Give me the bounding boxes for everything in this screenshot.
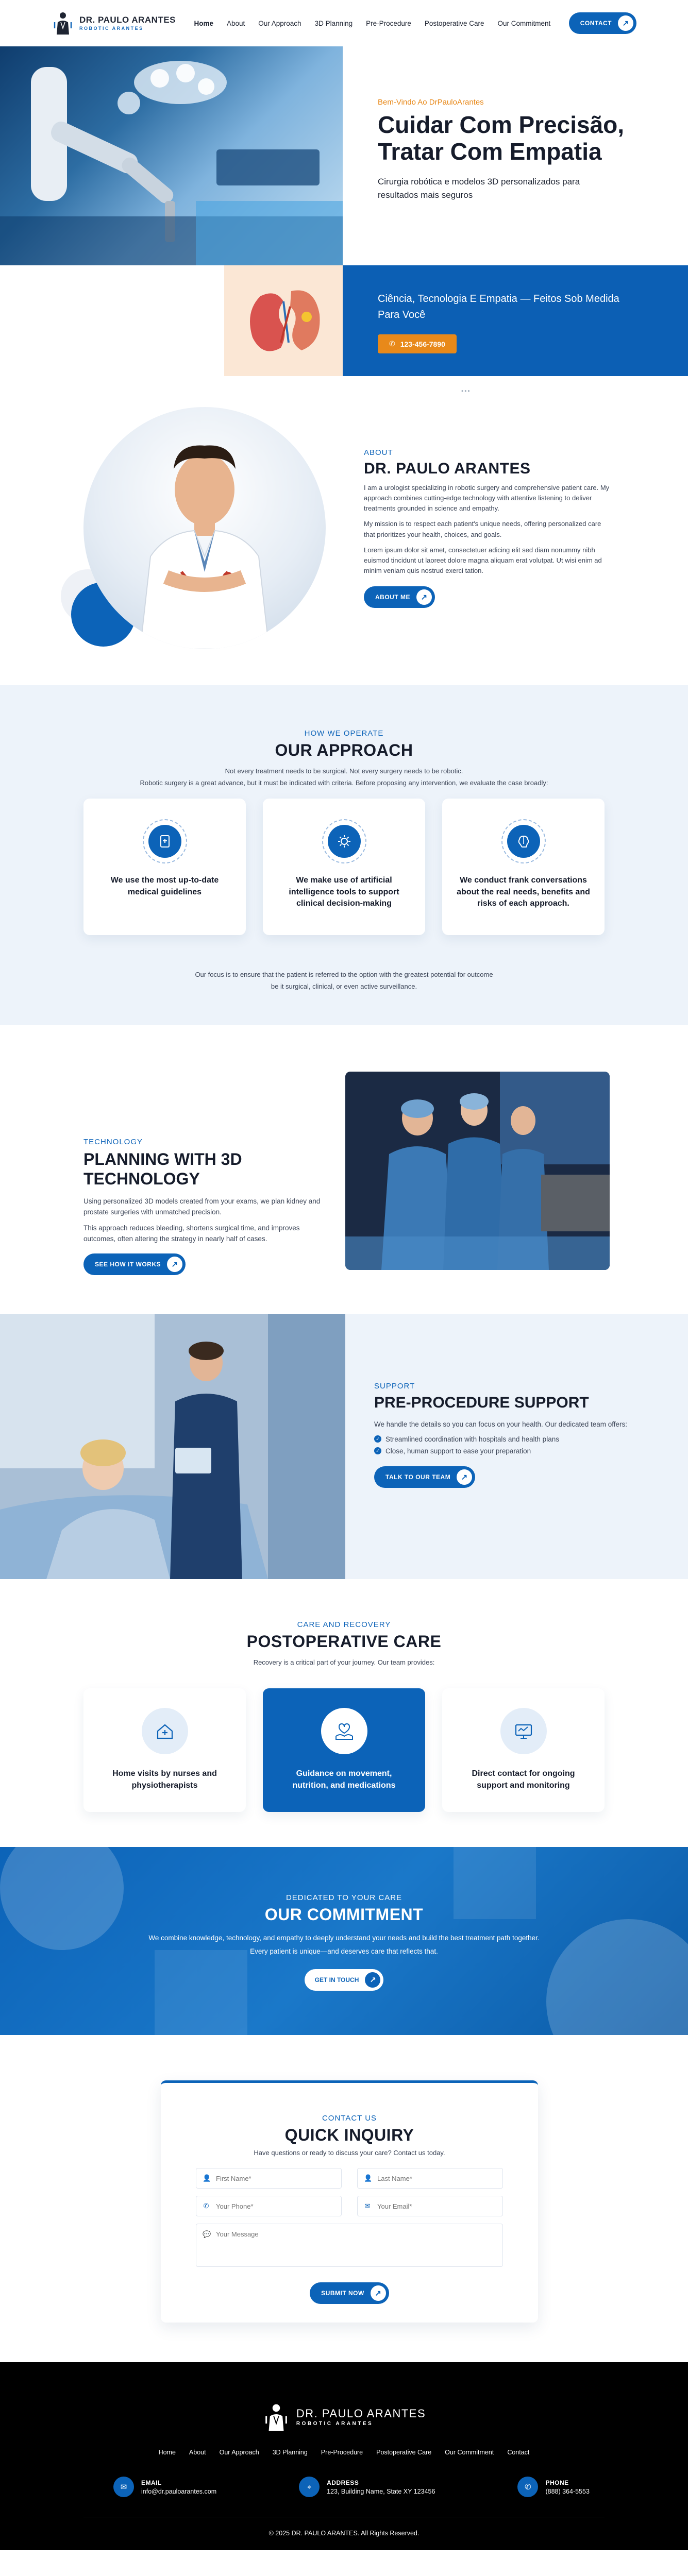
mail-icon: ✉ (113, 2477, 134, 2497)
phone-icon: ✆ (517, 2477, 538, 2497)
contact-button[interactable] (569, 12, 636, 34)
get-in-touch-button[interactable] (305, 1969, 384, 1991)
commit-paragraph-1: We combine knowledge, technology, and empathy to deeply understand your needs and build the best treatment path together. (148, 1934, 540, 1942)
phone-input[interactable] (216, 2202, 335, 2210)
preproc-eyebrow: SUPPORT (374, 1382, 415, 1391)
doctor-portrait (83, 407, 326, 649)
nurse-patient-image (0, 1314, 345, 1579)
surgeons-illustration (345, 1072, 610, 1270)
approach-title: OUR APPROACH (275, 741, 413, 759)
commit-title: OUR COMMITMENT (264, 1905, 424, 1924)
inquiry-title: QUICK INQUIRY (284, 2126, 414, 2144)
icon-circle (142, 1708, 188, 1754)
approach-cards (83, 799, 605, 935)
arrow-icon: ↗ (618, 15, 633, 31)
arrow-icon: ↗ (371, 2285, 386, 2301)
approach-footnote (0, 969, 688, 993)
talk-to-team-button[interactable] (374, 1466, 475, 1488)
about-eyebrow: ABOUT (364, 448, 393, 457)
phone-button[interactable] (378, 334, 457, 353)
check-icon: ✓ (374, 1447, 381, 1454)
medical-guidelines-icon (157, 834, 173, 849)
icon-circle (321, 1708, 367, 1754)
postop-card-text: Guidance on movement, nutrition, and medications (292, 1769, 396, 1790)
footer-phone[interactable] (517, 2477, 589, 2497)
planning-paragraph-2: This approach reduces bleeding, shortens surgical time, and improves outcomes, often altering the strategy in nearly half of cases. (83, 1224, 300, 1243)
footer-logo-name: DR. PAULO ARANTES (296, 2407, 426, 2420)
mail-icon: ✉ (364, 2202, 371, 2210)
icon-circle (500, 1708, 547, 1754)
inquiry-form (161, 2080, 538, 2323)
brain-conversation-icon (516, 834, 531, 849)
last-name-field (357, 2168, 503, 2189)
about-me-button[interactable] (364, 586, 435, 608)
approach-foot-2: be it surgical, clinical, or even active surveillance. (271, 982, 417, 991)
approach-sub-2: Robotic surgery is a great advance, but it must be indicated with criteria. Before proposing any intervention, we evaluate the case broadly: (140, 779, 548, 787)
commit-eyebrow: DEDICATED TO YOUR CARE (286, 1893, 402, 1902)
planning-text (83, 1138, 331, 1275)
footer-logo-sub: ROBOTIC ARANTES (296, 2421, 374, 2427)
copyright: © 2025 DR. PAULO ARANTES. All Rights Reserved. (269, 2530, 419, 2537)
footer-address (299, 2477, 435, 2497)
operating-room-illustration (0, 46, 343, 265)
site-footer (0, 2362, 688, 2550)
arrow-icon: ↗ (457, 1469, 472, 1485)
hero-title: Cuidar Com Precisão, Tratar Com Empatia (378, 111, 625, 165)
footer-nav-home[interactable]: Home (158, 2449, 176, 2456)
phone-field (196, 2196, 342, 2216)
footer-nav-our-commitment[interactable]: Our Commitment (445, 2449, 494, 2456)
email-value: info@dr.pauloarantes.com (141, 2487, 217, 2495)
logo[interactable] (52, 11, 176, 36)
contact-button-label: CONTACT (580, 20, 612, 27)
postop-title: POSTOPERATIVE CARE (246, 1632, 442, 1651)
last-name-input[interactable] (377, 2175, 496, 2182)
inquiry-sub: Have questions or ready to discuss your care? Contact us today. (254, 2149, 445, 2157)
approach-card (442, 799, 605, 935)
approach-card (263, 799, 425, 935)
footer-nav-3d-planning[interactable]: 3D Planning (272, 2449, 308, 2456)
message-input[interactable] (216, 2230, 496, 2261)
commit-paragraph-2: Every patient is unique—and deserves care that reflects that. (250, 1947, 438, 1955)
care-hands-icon (334, 1721, 355, 1741)
address-label: ADDRESS (327, 2479, 359, 2486)
postop-eyebrow: CARE AND RECOVERY (297, 1620, 391, 1629)
submit-label: SUBMIT NOW (321, 2290, 364, 2297)
nav-our-approach[interactable]: Our Approach (258, 19, 301, 27)
logo-name: DR. PAULO ARANTES (79, 15, 176, 25)
logo-sub: ROBOTIC ARANTES (79, 26, 144, 31)
hero-eyebrow: Bem-Vindo Ao DrPauloArantes (378, 98, 484, 107)
approach-card-text: We conduct frank conversations about the real needs, benefits and risks of each approach. (457, 876, 590, 908)
see-how-label: SEE HOW IT WORKS (95, 1261, 161, 1268)
about-paragraph-2: My mission is to respect each patient's unique needs, offering personalized care that prioritizes your health, choices, and goals. (364, 520, 601, 538)
footer-nav-contact[interactable]: Contact (507, 2449, 530, 2456)
about-paragraph-1: I am a urologist specializing in robotic surgery and comprehensive patient care. My approach combines cutting-edge technology with attentive listening to deliver treatments grounded in science and empathy. (364, 484, 610, 513)
carousel-dots[interactable]: ••• (461, 387, 471, 395)
address-value: 123, Building Name, State XY 123456 (327, 2487, 435, 2495)
footer-nav (0, 2449, 688, 2456)
icon-ring (143, 819, 187, 863)
approach-foot-1: Our focus is to ensure that the patient is referred to the option with the greatest potential for outcome (195, 971, 493, 978)
about-section (0, 376, 688, 685)
nav-pre-procedure[interactable]: Pre-Procedure (366, 19, 411, 27)
inquiry-eyebrow: CONTACT US (322, 2114, 377, 2123)
hero-text-panel (343, 46, 688, 265)
user-icon: 👤 (364, 2174, 373, 2182)
email-label: EMAIL (141, 2479, 162, 2486)
planning-section (0, 1025, 688, 1314)
postop-card (442, 1688, 605, 1812)
approach-card-text: We make use of artificial intelligence tools to support clinical decision-making (289, 876, 399, 908)
list-item-text: Streamlined coordination with hospitals and health plans (385, 1435, 559, 1443)
planning-eyebrow: TECHNOLOGY (83, 1138, 143, 1146)
commitment-section (0, 1847, 688, 2035)
nav-postoperative-care[interactable]: Postoperative Care (424, 19, 484, 27)
icon-ring (501, 819, 546, 863)
icon-ring (322, 819, 366, 863)
email-field (357, 2196, 503, 2216)
chat-icon: 💬 (203, 2230, 211, 2238)
nav-3d-planning[interactable]: 3D Planning (314, 19, 353, 27)
planning-paragraph-1: Using personalized 3D models created from your exams, we plan kidney and prostate surgeries with unmatched precision. (83, 1197, 321, 1216)
postop-card (83, 1688, 246, 1812)
footer-nav-pre-procedure[interactable]: Pre-Procedure (321, 2449, 363, 2456)
about-title: DR. PAULO ARANTES (364, 460, 531, 477)
approach-section (0, 685, 688, 1025)
robotic-surgery-image (0, 46, 343, 265)
list-item-text: Close, human support to ease your preparation (385, 1447, 531, 1455)
nav-home[interactable]: Home (194, 19, 213, 27)
doctor-logo-icon (262, 2402, 290, 2432)
postop-sub: Recovery is a critical part of your journey. Our team provides: (253, 1658, 435, 1666)
phone-label: PHONE (545, 2479, 569, 2486)
pre-procedure-section (0, 1314, 688, 1579)
hero-section (0, 46, 688, 376)
inquiry-section (0, 2035, 688, 2362)
nav-about[interactable]: About (226, 19, 245, 27)
first-name-input[interactable] (216, 2175, 335, 2182)
home-nurse-icon (155, 1721, 175, 1741)
surgical-team-image (345, 1072, 610, 1270)
user-icon: 👤 (203, 2174, 211, 2182)
preproc-title: PRE-PROCEDURE SUPPORT (374, 1394, 589, 1411)
planning-title: PLANNING WITH 3D TECHNOLOGY (83, 1150, 242, 1189)
postop-card-text: Home visits by nurses and physiotherapists (112, 1769, 217, 1790)
pre-procedure-text (374, 1382, 632, 1488)
kidney-illustration (224, 265, 343, 376)
email-input[interactable] (377, 2202, 496, 2210)
site-header (0, 0, 688, 46)
location-pin-icon: ⌖ (299, 2477, 320, 2497)
footer-nav-about[interactable]: About (189, 2449, 206, 2456)
check-icon: ✓ (374, 1435, 381, 1443)
list-item (374, 1447, 632, 1455)
phone-number: 123-456-7890 (400, 340, 445, 348)
footer-nav-postoperative-care[interactable]: Postoperative Care (376, 2449, 432, 2456)
postop-cards (83, 1688, 605, 1812)
footer-email[interactable] (113, 2477, 216, 2497)
submit-button[interactable] (310, 2282, 389, 2304)
postop-card-featured (263, 1688, 425, 1812)
approach-eyebrow: HOW WE OPERATE (304, 729, 384, 738)
postop-card-text: Direct contact for ongoing support and monitoring (472, 1769, 575, 1790)
hero-band-text: Ciência, Tecnologia E Empatia — Feitos Sob Medida Para Você (378, 293, 619, 320)
approach-card-text: We use the most up-to-date medical guidelines (110, 876, 219, 896)
footer-contacts (113, 2477, 590, 2497)
kidney-model-image (224, 265, 343, 376)
get-in-touch-label: GET IN TOUCH (314, 1976, 359, 1984)
main-nav (194, 20, 550, 27)
about-paragraph-3: Lorem ipsum dolor sit amet, consectetuer adicing elit sed diam nonummy nibh euismod tincidunt ut laoreet dolore magna aliquam erat volutpat. Ut wisi enim ad minim veniam quis nostrud exerci tation. (364, 546, 602, 574)
see-how-it-works-button[interactable] (83, 1253, 186, 1275)
about-me-label: ABOUT ME (375, 594, 410, 601)
ai-gear-icon (337, 834, 352, 849)
arrow-icon: ↗ (167, 1257, 182, 1272)
doctor-logo-icon (52, 11, 74, 36)
nav-our-commitment[interactable]: Our Commitment (497, 19, 551, 27)
postoperative-section (0, 1579, 688, 1847)
approach-sub-1: Not every treatment needs to be surgical. Not every surgery needs to be robotic. (225, 767, 463, 775)
approach-card (83, 799, 246, 935)
about-text (364, 448, 611, 608)
hero-lead: Cirurgia robótica e modelos 3D personalizados para resultados mais seguros (378, 177, 580, 200)
footer-nav-our-approach[interactable]: Our Approach (219, 2449, 259, 2456)
monitor-support-icon (513, 1721, 534, 1741)
phone-icon: ✆ (203, 2202, 209, 2210)
arrow-icon: ↗ (416, 589, 432, 605)
preproc-paragraph: We handle the details so you can focus on your health. Our dedicated team offers: (374, 1420, 628, 1428)
message-field (196, 2224, 503, 2267)
footer-logo[interactable] (0, 2402, 688, 2432)
list-item (374, 1435, 632, 1443)
hospital-ward-illustration (0, 1314, 345, 1579)
phone-value: (888) 364-5553 (545, 2487, 590, 2495)
doctor-illustration (83, 407, 326, 649)
phone-icon: ✆ (389, 340, 395, 348)
talk-to-team-label: TALK TO OUR TEAM (385, 1473, 451, 1481)
first-name-field (196, 2168, 342, 2189)
hero-band (343, 265, 688, 376)
arrow-icon: ↗ (365, 1972, 380, 1988)
